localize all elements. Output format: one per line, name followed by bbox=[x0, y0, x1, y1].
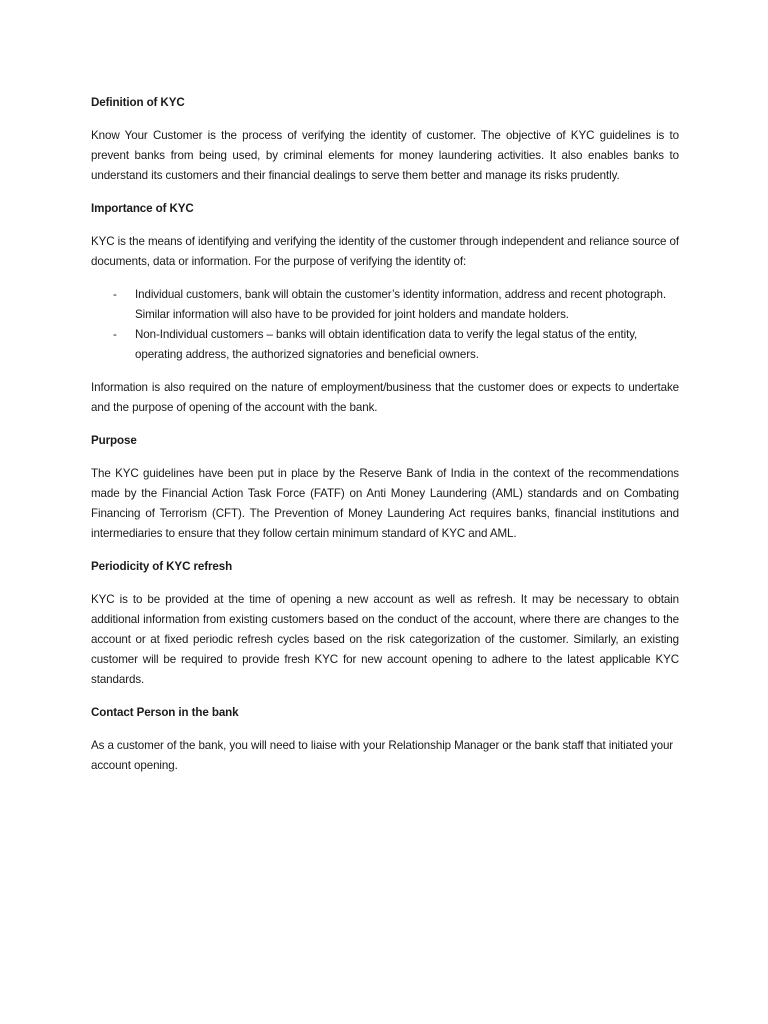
heading-contact-person: Contact Person in the bank bbox=[91, 706, 239, 719]
bullet-item-non-individual bbox=[91, 325, 679, 365]
paragraph-information-required: Information is also required on the nature of employment/business that the customer does or expects to undertake and the purpose of opening of the account with the bank. bbox=[91, 381, 679, 414]
bullet-text: Individual customers, bank will obtain the customer’s identity information, address and recent photograph. Similar information will also have to be provided for joint holders and mandate holders. bbox=[135, 288, 666, 321]
document-body bbox=[91, 93, 679, 789]
heading-purpose: Purpose bbox=[91, 434, 137, 447]
bullet-text: Non-Individual customers – banks will obtain identification data to verify the legal status of the entity, operating address, the authorized signatories and beneficial owners. bbox=[135, 328, 638, 361]
paragraph-importance: KYC is the means of identifying and verifying the identity of the customer through independent and reliance source of documents, data or information. For the purpose of verifying the identity of: bbox=[91, 235, 679, 268]
bullet-dash: - bbox=[113, 328, 117, 341]
paragraph-periodicity: KYC is to be provided at the time of opening a new account as well as refresh. It may be necessary to obtain additional information from existing customers based on the conduct of the account, where there are changes to the account or at fixed periodic refresh cycles based on the risk categorization of the customer. Similarly, an existing customer will be required to provide fresh KYC for new account opening to adhere to the latest applicable KYC standards. bbox=[91, 593, 679, 686]
heading-definition-of-kyc: Definition of KYC bbox=[91, 96, 185, 109]
paragraph-purpose: The KYC guidelines have been put in place by the Reserve Bank of India in the context of the recommendations made by the Financial Action Task Force (FATF) on Anti Money Laundering (AML) standards and on Combating Financing of Terrorism (CFT). The Prevention of Money Laundering Act requires banks, financial institutions and intermediaries to ensure that they follow certain minimum standard of KYC and AML. bbox=[91, 467, 679, 540]
paragraph-definition: Know Your Customer is the process of verifying the identity of customer. The objective of KYC guidelines is to prevent banks from being used, by criminal elements for money laundering activities. It also enables banks to understand its customers and their financial dealings to serve them better and manage its risks prudently. bbox=[91, 129, 679, 182]
bullet-list-identity bbox=[91, 285, 679, 365]
heading-importance-of-kyc: Importance of KYC bbox=[91, 202, 194, 215]
paragraph-contact: As a customer of the bank, you will need to liaise with your Relationship Manager or the bank staff that initiated your account opening. bbox=[91, 739, 674, 772]
bullet-dash: - bbox=[113, 288, 117, 301]
bullet-item-individual bbox=[91, 285, 679, 325]
heading-periodicity: Periodicity of KYC refresh bbox=[91, 560, 233, 573]
